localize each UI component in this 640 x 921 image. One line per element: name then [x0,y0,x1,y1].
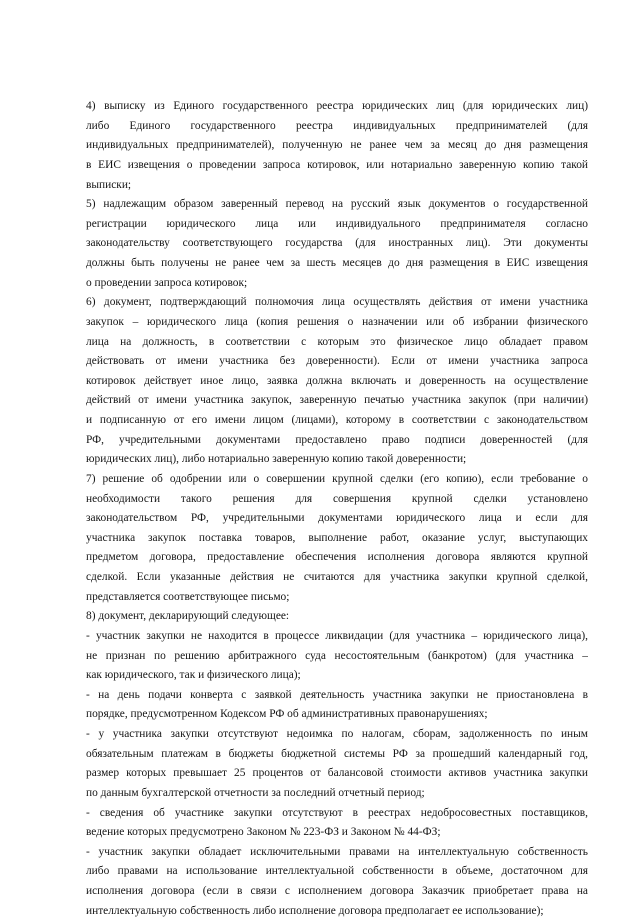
text-line: закупок – юридического лица (копия решения о назначении или об избрании физического [86,315,588,328]
paragraph-item-8-bullet-5 [86,843,588,921]
text-line: 7) решение об одобрении или о совершении крупной сделки (его копию), если требование о [86,472,588,485]
text-line: и подписанную от его имени лицом (лицами), которому в соответствии с законодательством [86,414,588,426]
text-line: лица на должность, в соответствии с которым это физическое лицо обладает правом [86,335,588,348]
text-line: - у участника закупки отсутствуют недоимка по налогам, сборам, задолженность по иным [86,728,588,740]
text-line: котировок действует иное лицо, заявка должна включать и доверенность на осуществление [86,374,588,387]
text-line: обязательным платежам в бюджеты бюджетной системы РФ за прошедший календарный год, [86,747,588,760]
text-line: - на день подачи конверта с заявкой деятельность участника закупки не приостановлена в [86,688,588,701]
text-line: законодательством РФ, учредительными документами юридического лица и если для [86,512,588,525]
text-line: регистрации юридического лица или индивидуального предпринимателя согласно [86,217,588,230]
paragraph-item-4 [86,97,588,195]
text-line: - участник закупки обладает исключительными правами на интеллектуальную собственность [86,845,588,858]
text-line: либо правами на использование интеллектуальной собственности в объеме, достаточном для [86,865,588,878]
text-line: действий от имени участника закупок, заверенную печатью участника закупок (при наличии) [86,394,588,407]
text-line: предметом договора, предоставление обеспечения исполнения договора являются крупной [86,551,588,564]
paragraph-item-8-bullet-4 [86,804,588,843]
text-line: представляется соответствующее письмо; [86,590,290,603]
text-line: должны быть получены не ранее чем за шесть месяцев до дня размещения в ЕИС извещения [86,257,588,269]
paragraph-item-7 [86,470,588,607]
text-line: исполнения договора (если в связи с исполнением договора Заказчик приобретает права на [86,885,588,897]
text-line: ведение которых предусмотрено Законом № 223-ФЗ и Законом № 44-ФЗ; [86,826,441,839]
text-line: 8) документ, декларирующий следующее: [86,610,290,623]
text-line: либо Единого государственного реестра индивидуальных предпринимателей (для [86,119,588,132]
text-line: индивидуальных предпринимателей), полученную не ранее чем за месяц до дня размещения [86,139,588,152]
text-line: 6) документ, подтверждающий полномочия лица осуществлять действия от имени участника [86,296,588,309]
document-body [86,97,588,921]
text-line: как юридического, так и физического лица); [86,669,301,682]
text-line: участника закупок поставка товаров, выполнение работ, оказание услуг, выступающих [86,531,588,544]
text-line: - участник закупки не находится в процессе ликвидации (для участника – юридического лица), [86,629,588,642]
paragraph-item-6 [86,293,588,470]
text-line: о проведении запроса котировок; [86,276,248,289]
paragraph-item-8-bullet-2 [86,686,588,725]
text-line: юридических лиц), либо нотариально заверенную копию такой доверенности; [86,453,467,466]
text-line: 4) выписку из Единого государственного реестра юридических лиц (для юридических лиц) [86,100,588,112]
text-line: интеллектуальную собственность либо исполнение договора предполагает ее использование); [86,904,544,917]
paragraph-item-8-bullet-1 [86,627,588,686]
text-line: РФ, учредительными документами предоставлено право подписи доверенностей (для [86,433,588,446]
text-line: 5) надлежащим образом заверенный перевод на русский язык документов о государственной [86,198,588,211]
text-line: законодательству соответствующего государства (для иностранных лиц). Эти документы [86,237,588,250]
text-line: сделкой. Если указанные действия не считаются для участника закупки крупной сделкой, [86,571,588,583]
text-line: действовать от имени участника без доверенности). Если от имени участника запроса [86,355,588,368]
text-line: размер которых превышает 25 процентов от балансовой стоимости активов участника закупки [86,767,588,780]
text-line: не признан по решению арбитражного суда несостоятельным (банкротом) (для участника – [86,649,588,662]
text-line: в ЕИС извещения о проведении запроса котировок, или нотариально заверенную копию такой [86,158,588,171]
text-line: порядке, предусмотренном Кодексом РФ об административных правонарушениях; [86,708,488,721]
text-line: необходимости такого решения для совершения крупной сделки установлено [86,492,588,505]
paragraph-item-5 [86,195,588,293]
text-line: выписки; [86,178,132,191]
text-line: - сведения об участнике закупки отсутствуют в реестрах недобросовестных поставщиков, [86,806,588,819]
paragraph-item-8-bullet-3 [86,725,588,804]
text-line: по данным бухгалтерской отчетности за последний отчетный период; [86,786,425,799]
paragraph-item-8 [86,607,588,627]
